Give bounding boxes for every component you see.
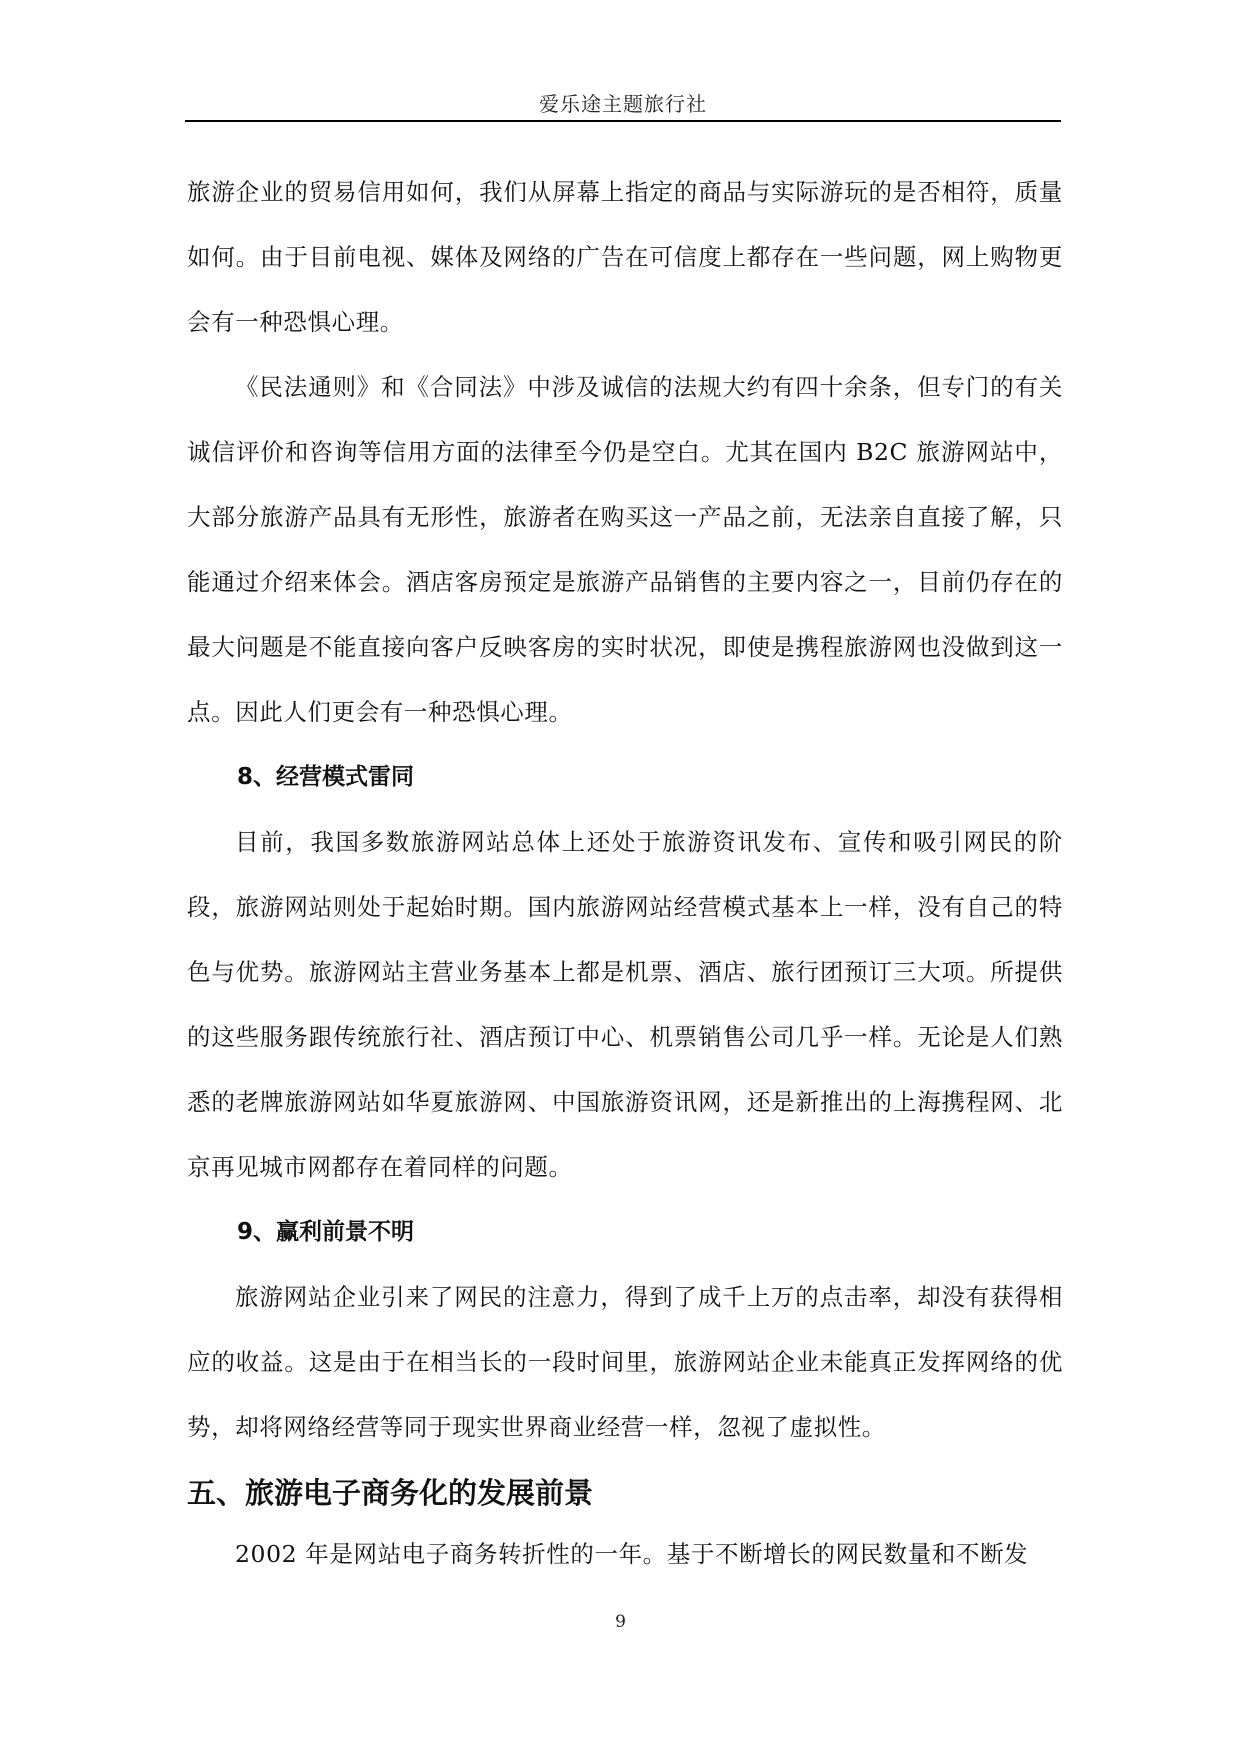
document-body — [187, 160, 1063, 1587]
header-divider — [185, 120, 1061, 122]
paragraph-profit-outlook: 旅游网站企业引来了网民的注意力，得到了成千上万的点击率，却没有获得相应的收益。这是由于在相当长的一段时间里，旅游网站企业未能真正发挥网络的优势，却将网络经营等同于现实世界商业经营一样，忽视了虚拟性。 — [187, 1283, 1063, 1441]
paragraph-law-gap: 《民法通则》和《合同法》中涉及诚信的法规大约有四十余条，但专门的有关诚信评价和咨询等信用方面的法律至今仍是空白。尤其在国内 B2C 旅游网站中，大部分旅游产品具有无形性，旅游者在购买这一产品之前，无法亲自直接了解，只能通过介绍来体会。酒店客房预定是旅游产品销售的主要内容之一，目前仍存在的最大问题是不能直接向客户反映客房的实时状况，即使是携程旅游网也没做到这一点。因此人们更会有一种恐惧心理。 — [187, 373, 1063, 726]
paragraph-business-model: 目前，我国多数旅游网站总体上还处于旅游资讯发布、宣传和吸引网民的阶段，旅游网站则处于起始时期。国内旅游网站经营模式基本上一样，没有自己的特色与优势。旅游网站主营业务基本上都是机票、酒店、旅行团预订三大项。所提供的这些服务跟传统旅行社、酒店预订中心、机票销售公司几乎一样。无论是人们熟悉的老牌旅游网站如华夏旅游网、中国旅游资讯网，还是新推出的上海携程网、北京再见城市网都存在着同样的问题。 — [187, 828, 1063, 1181]
subheading-profit-outlook: 9、赢利前景不明 — [237, 1219, 415, 1245]
subheading-business-model: 8、经营模式雷同 — [237, 764, 415, 790]
section-title-prospects: 五、旅游电子商务化的发展前景 — [187, 1476, 594, 1510]
paragraph-credit-trust: 旅游企业的贸易信用如何，我们从屏幕上指定的商品与实际游玩的是否相符，质量如何。由于目前电视、媒体及网络的广告在可信度上都存在一些问题，网上购物更会有一种恐惧心理。 — [187, 178, 1063, 336]
page-number: 9 — [615, 1612, 626, 1632]
running-header: 爱乐途主题旅行社 — [539, 92, 707, 116]
paragraph-2002: 2002 年是网站电子商务转折性的一年。基于不断增长的网民数量和不断发 — [235, 1540, 1029, 1568]
